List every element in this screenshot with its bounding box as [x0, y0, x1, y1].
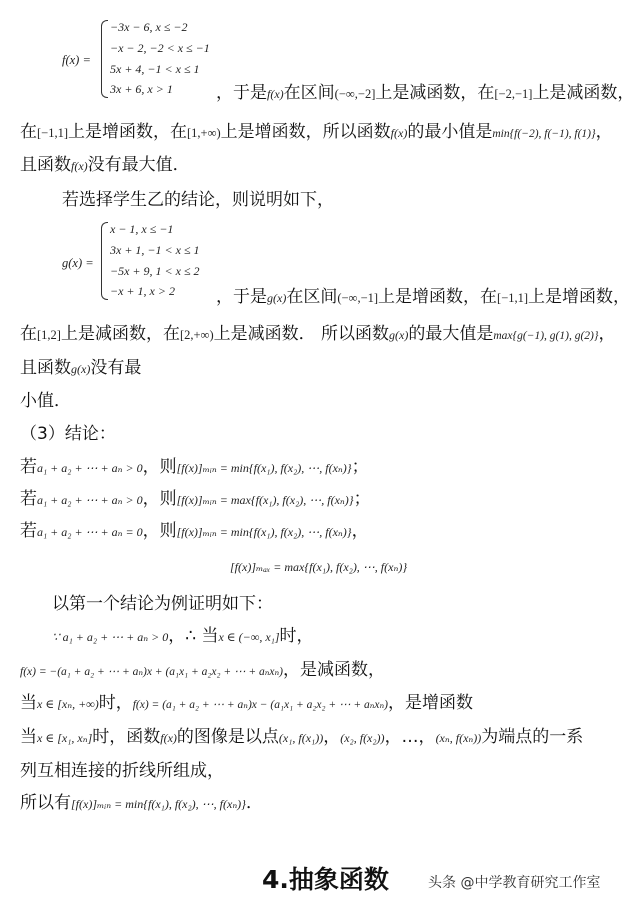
proof-line-2: f(x) = −(a₁ + a₂ + ⋯ + aₙ)x + (a₁x₁ + a₂x₂ + ⋯ + aₙxₙ)，是减函数， — [20, 660, 386, 680]
g-def-lhs: g(x) = — [62, 256, 94, 270]
g-line-2: 在[1,2]上是减函数，在[2,+∞)上是减函数． 所以函数g(x)的最大值是max{g(−1), g(1), g(2)}， — [20, 324, 616, 344]
conclusion-3: 若a₁ + a₂ + ⋯ + aₙ = 0，则[f(x)]ₘᵢₙ = min{f(x₁), f(x₂), ⋯, f(xₙ)}， — [20, 521, 369, 541]
g-line-1: ，于是g(x)在区间(−∞,−1]上是增函数，在[−1,1]上是增函数， — [216, 287, 631, 307]
intro-student-b: 若选择学生乙的结论，则说明如下， — [62, 190, 334, 210]
conclusion-1: 若a₁ + a₂ + ⋯ + aₙ > 0，则[f(x)]ₘᵢₙ = min{f(x₁), f(x₂), ⋯, f(xₙ)}； — [20, 457, 369, 477]
section-heading: 4.抽象函数 — [262, 865, 389, 894]
conclusion-title: （3）结论： — [20, 424, 116, 444]
proof-intro: 以第一个结论为例证明如下： — [52, 594, 273, 614]
proof-line-5: 列互相连接的折线所组成， — [20, 761, 224, 781]
f-line-3: 且函数f(x)没有最大值． — [20, 155, 190, 175]
f-def-case-4: 3x + 6, x > 1 — [110, 82, 173, 96]
g-def-brace — [101, 222, 108, 300]
f-def-case-3: 5x + 4, −1 < x ≤ 1 — [110, 62, 200, 76]
f-line-1: ，于是f(x)在区间(−∞,−2]上是减函数，在[−2,−1]上是减函数， — [216, 83, 635, 103]
g-line-4: 小值． — [20, 391, 71, 411]
f-def-brace — [101, 20, 108, 98]
f-def-case-2: −x − 2, −2 < x ≤ −1 — [110, 41, 210, 55]
f-def-case-1: −3x − 6, x ≤ −2 — [110, 20, 188, 34]
g-line-3: 且函数g(x)没有最 — [20, 358, 142, 378]
f-def-lhs: f(x) = — [62, 53, 91, 67]
proof-line-3: 当x ∈ [xₙ, +∞)时，f(x) = (a₁ + a₂ + ⋯ + aₙ)x − (a₁x₁ + a₂x₂ + ⋯ + aₙxₙ)，是增函数 — [20, 693, 473, 713]
proof-line-1: ∵ a₁ + a₂ + ⋯ + aₙ > 0，∴ 当x ∈ (−∞, x₁]时， — [52, 626, 314, 646]
g-def-case-4: −x + 1, x > 2 — [110, 284, 175, 298]
proof-line-6: 所以有[f(x)]ₘᵢₙ = min{f(x₁), f(x₂), ⋯, f(xₙ)}． — [20, 793, 263, 813]
watermark: 头条 @中学教育研究工作室 — [428, 875, 601, 891]
f-line-2: 在[−1,1]上是增函数，在[1,+∞)上是增函数，所以函数f(x)的最小值是min{f(−2), f(−1), f(1)}， — [20, 122, 613, 142]
proof-line-4: 当x ∈ [x₁, xₙ]时，函数f(x)的图像是以点(x₁, f(x₁))，(x₂, f(x₂))，…，(xₙ, f(xₙ))为端点的一系 — [20, 727, 584, 747]
g-def-case-1: x − 1, x ≤ −1 — [110, 222, 174, 236]
conclusion-3-max: [f(x)]ₘₐₓ = max{f(x₁), f(x₂), ⋯, f(xₙ)} — [230, 560, 408, 574]
g-def-case-2: 3x + 1, −1 < x ≤ 1 — [110, 243, 200, 257]
g-def-case-3: −5x + 9, 1 < x ≤ 2 — [110, 264, 200, 278]
conclusion-2: 若a₁ + a₂ + ⋯ + aₙ > 0，则[f(x)]ₘᵢₙ = max{f(x₁), f(x₂), ⋯, f(xₙ)}； — [20, 489, 371, 509]
